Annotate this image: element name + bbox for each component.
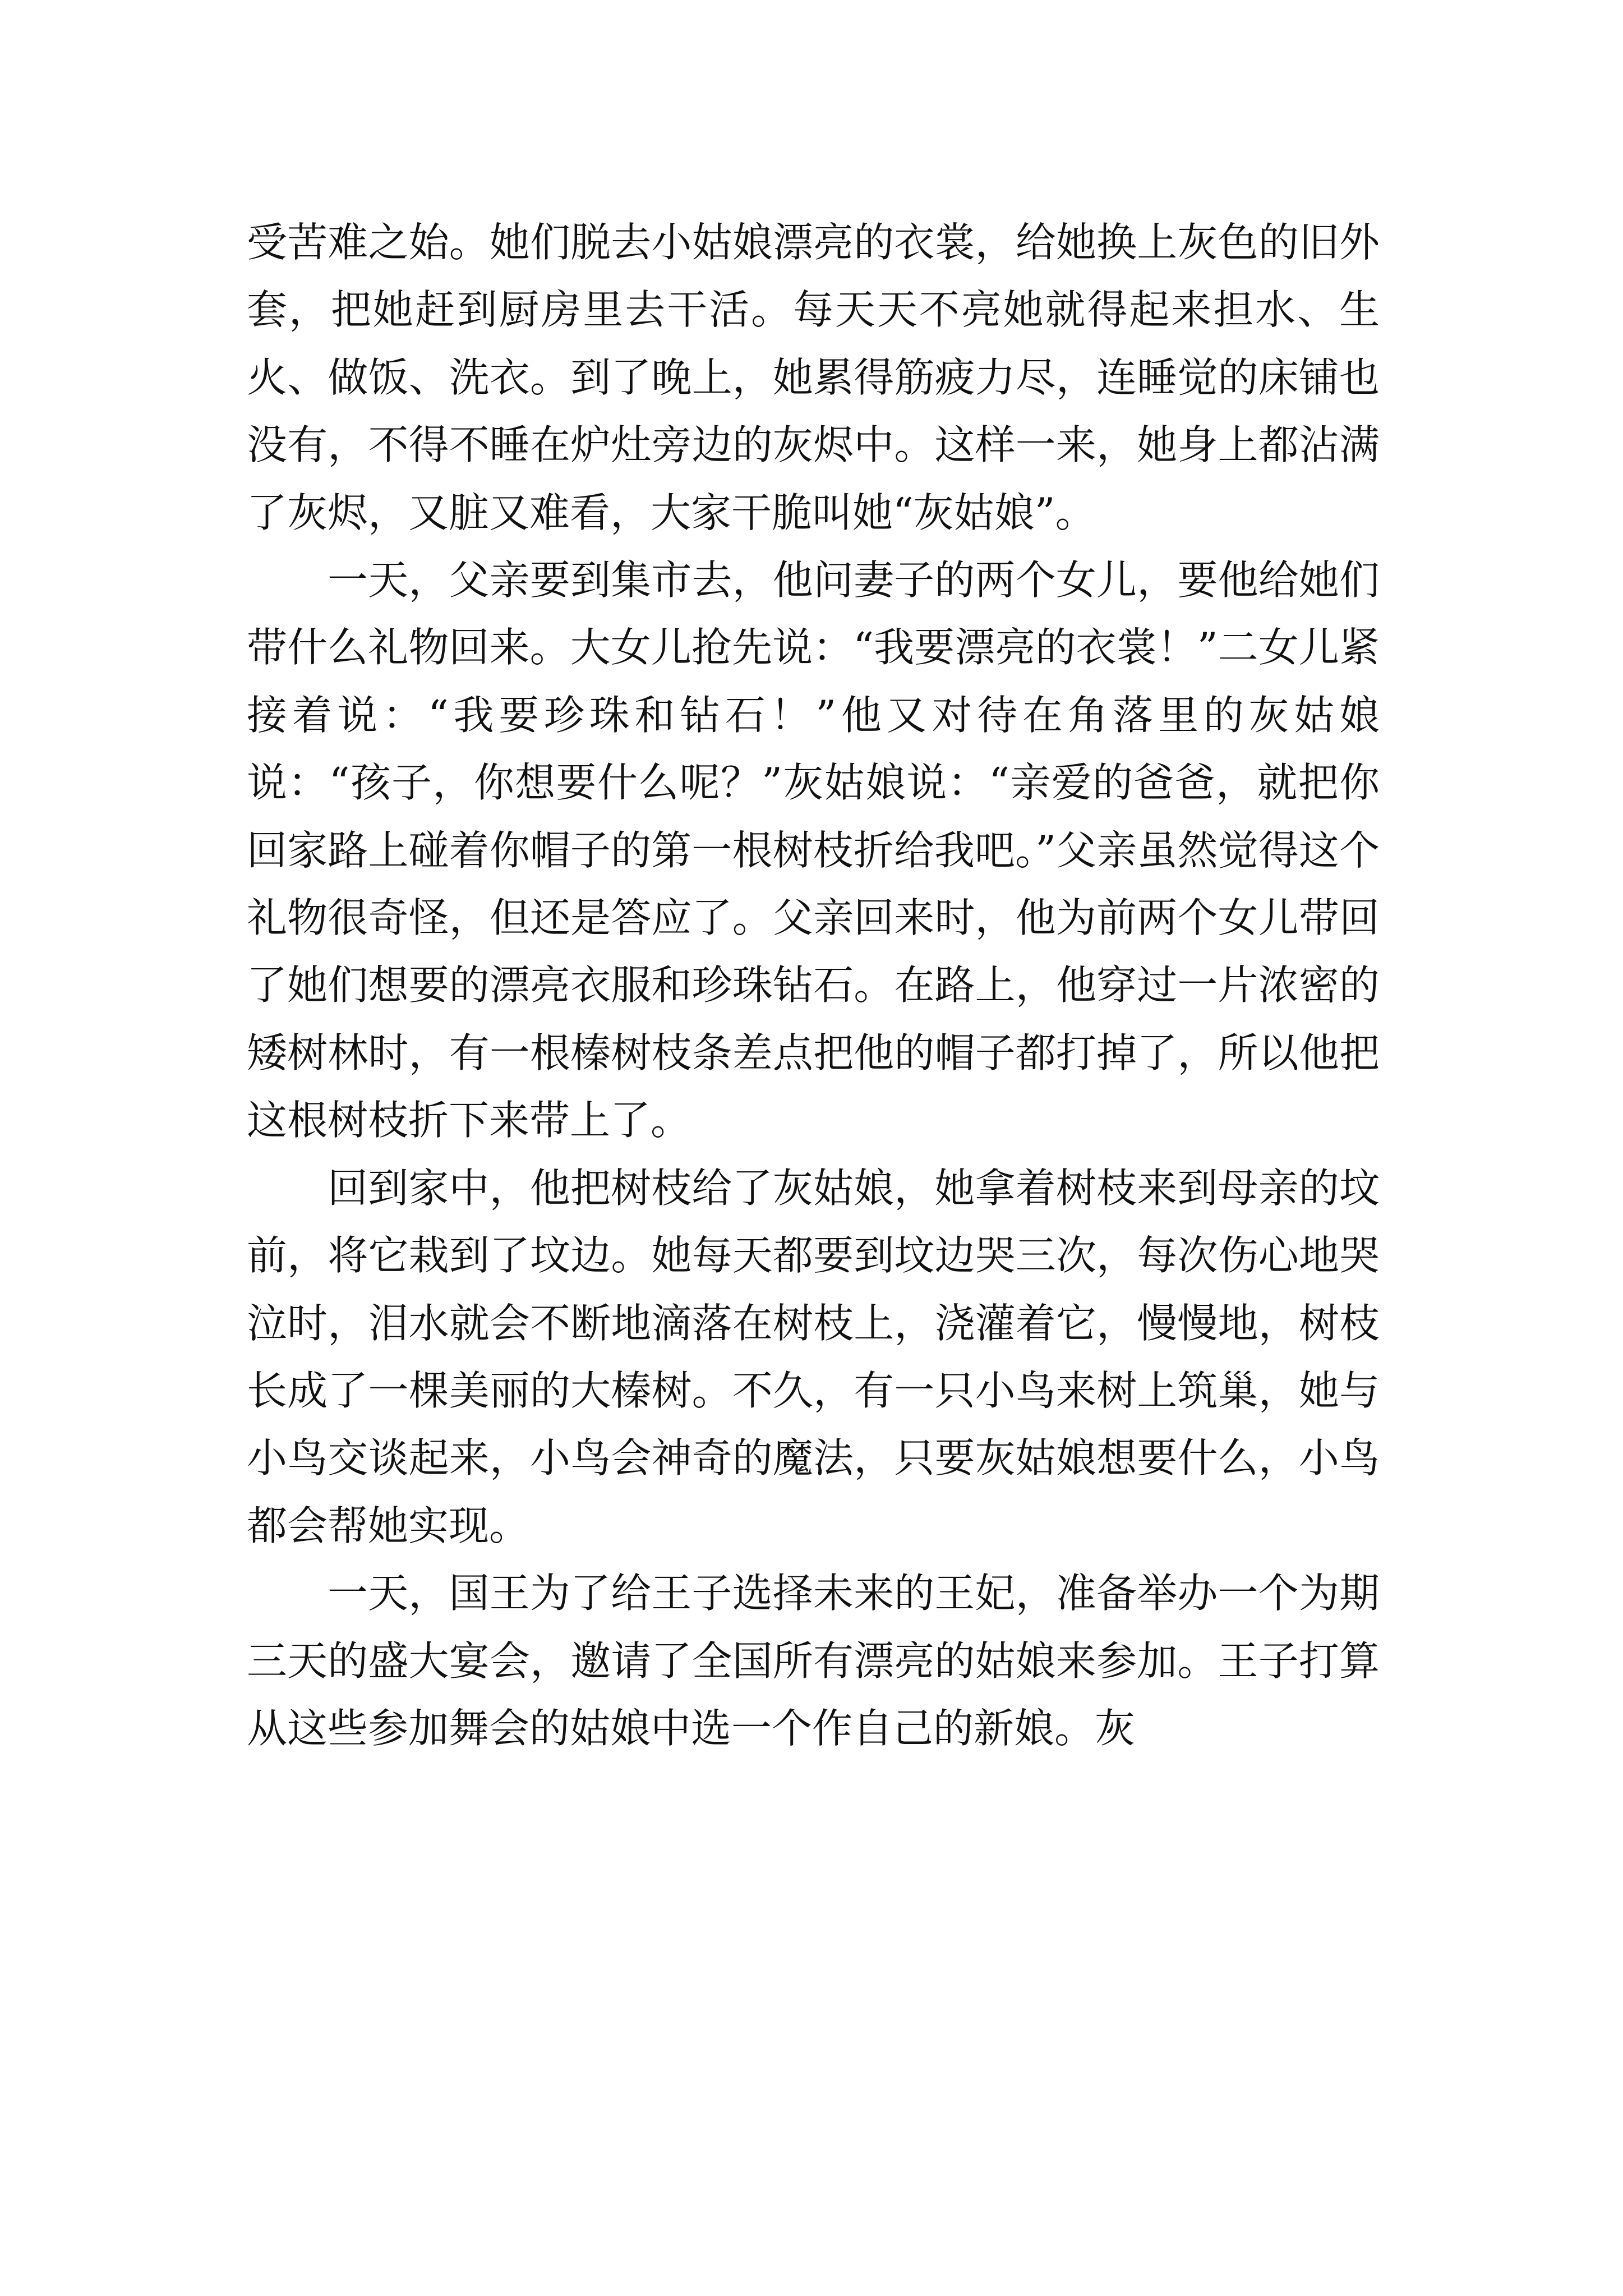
paragraph-1: 受苦难之始。她们脱去小姑娘漂亮的衣裳，给她换上灰色的旧外套，把她赶到厨房里去干活。每天天不亮她就得起来担水、生火、做饭、洗衣。到了晚上，她累得筋疲力尽，连睡觉的床铺也没有，不得不睡在炉灶旁边的灰烬中。这样一来，她身上都沾满了灰烬，又脏又难看，大家干脆叫她“灰姑娘”。 xyxy=(247,219,1380,536)
body-text xyxy=(247,209,1380,1762)
paragraph-2: 一天，父亲要到集市去，他问妻子的两个女儿，要他给她们带什么礼物回来。大女儿抢先说：“我要漂亮的衣裳！”二女儿紧接着说：“我要珍珠和钻石！”他又对待在角落里的灰姑娘说：“孩子，你想要什么呢？”灰姑娘说：“亲爱的爸爸，就把你回家路上碰着你帽子的第一根树枝折给我吧。”父亲虽然觉得这个礼物很奇怪，但还是答应了。父亲回来时，他为前两个女儿带回了她们想要的漂亮衣服和珍珠钻石。在路上，他穿过一片浓密的矮树林时，有一根榛树枝条差点把他的帽子都打掉了，所以他把这根树枝折下来带上了。 xyxy=(247,556,1380,1144)
paragraph-4: 一天，国王为了给王子选择未来的王妃，准备举办一个为期三天的盛大宴会，邀请了全国所有漂亮的姑娘来参加。王子打算从这些参加舞会的姑娘中选一个作自己的新娘。灰 xyxy=(247,1570,1380,1752)
paragraph-3: 回到家中，他把树枝给了灰姑娘，她拿着树枝来到母亲的坟前，将它栽到了坟边。她每天都要到坟边哭三次，每次伤心地哭泣时，泪水就会不断地滴落在树枝上，浇灌着它，慢慢地，树枝长成了一棵美丽的大榛树。不久，有一只小鸟来树上筑巢，她与小鸟交谈起来，小鸟会神奇的魔法，只要灰姑娘想要什么，小鸟都会帮她实现。 xyxy=(247,1164,1380,1549)
